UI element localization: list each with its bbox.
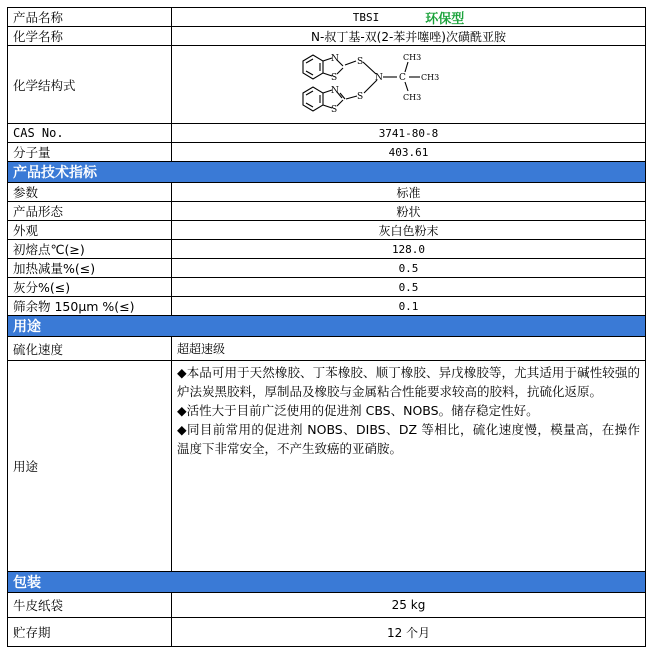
spec-label: 灰分%(≤) <box>8 278 172 296</box>
specs-header-value: 标准 <box>396 185 421 200</box>
eco-badge: 环保型 <box>425 11 465 27</box>
atom-n3: N <box>330 85 339 96</box>
product-name-row <box>8 8 645 27</box>
usage-label: 用途 <box>8 361 172 571</box>
spec-row <box>8 202 645 221</box>
specs-section-title: 产品技术指标 <box>8 162 645 183</box>
packing-bag-label: 牛皮纸袋 <box>8 593 172 617</box>
shelf-life-value: 12 个月 <box>386 625 431 640</box>
cas-value: 3741-80-8 <box>378 126 439 140</box>
spec-value: 0.1 <box>398 299 419 313</box>
spec-value: 128.0 <box>391 242 426 256</box>
packing-bag-row <box>8 593 645 618</box>
mw-row <box>8 143 645 162</box>
spec-value: 0.5 <box>398 261 419 275</box>
cure-speed-label: 硫化速度 <box>8 337 172 360</box>
spec-value: 灰白色粉末 <box>378 223 439 238</box>
structure-row <box>8 46 645 124</box>
chemical-name-label: 化学名称 <box>8 27 172 45</box>
specs-header-row <box>8 183 645 202</box>
spec-row <box>8 278 645 297</box>
usage-section-title: 用途 <box>8 316 645 337</box>
atom-s1: S <box>330 72 337 83</box>
spec-label: 初熔点℃(≥) <box>8 240 172 258</box>
atom-n1: N <box>330 53 339 64</box>
usage-paragraph: ◆本品可用于天然橡胶、丁苯橡胶、顺丁橡胶、异戊橡胶等，尤其适用于碱性较强的炉法炭黑胶料，厚制品及橡胶与金属粘合性能要求较高的胶料，抗硫化返原。 <box>177 365 640 399</box>
chemical-structure-diagram <box>289 48 529 122</box>
spec-label: 外观 <box>8 221 172 239</box>
usage-row <box>8 361 645 572</box>
chemical-name-value: N-叔丁基-双(2-苯并噻唑)次磺酰亚胺 <box>311 29 506 44</box>
spec-row <box>8 297 645 316</box>
specs-header-label: 参数 <box>8 183 172 201</box>
usage-description <box>172 361 645 571</box>
product-spec-table <box>7 7 646 647</box>
atom-c: C <box>398 72 406 83</box>
mw-label: 分子量 <box>8 143 172 161</box>
usage-paragraph: ◆活性大于目前广泛使用的促进剂 CBS、NOBS。储存稳定性好。 <box>177 403 539 418</box>
cas-label: CAS No. <box>8 124 172 142</box>
cure-speed-value: 超超速级 <box>177 342 226 356</box>
atom-ch3c: CH3 <box>402 92 421 102</box>
product-name-label: 产品名称 <box>8 8 172 26</box>
cure-speed-row <box>8 337 645 361</box>
spec-value: 0.5 <box>398 280 419 294</box>
atom-n2: N <box>374 72 383 83</box>
spec-label: 产品形态 <box>8 202 172 220</box>
cas-row <box>8 124 645 143</box>
product-name-value-cell <box>172 8 645 26</box>
atom-ch3a: CH3 <box>402 52 421 62</box>
packing-bag-value: 25 kg <box>391 598 426 612</box>
spec-row <box>8 221 645 240</box>
chemical-name-row <box>8 27 645 46</box>
shelf-life-label: 贮存期 <box>8 618 172 646</box>
atom-ch3b: CH3 <box>420 72 439 82</box>
mw-value: 403.61 <box>388 145 429 159</box>
structure-cell <box>172 46 645 123</box>
spec-value: 粉状 <box>396 204 421 219</box>
atom-s2: S <box>356 56 363 67</box>
spec-row <box>8 240 645 259</box>
structure-label: 化学结构式 <box>8 46 172 123</box>
spec-label: 加热减量%(≤) <box>8 259 172 277</box>
shelf-life-row <box>8 618 645 646</box>
spec-label: 筛余物 150μm %(≤) <box>8 297 172 315</box>
product-name-value: TBSI <box>352 10 380 24</box>
spec-row <box>8 259 645 278</box>
atom-s3: S <box>356 91 363 102</box>
atom-s4: S <box>330 104 337 115</box>
usage-paragraph: ◆同目前常用的促进剂 NOBS、DIBS、DZ 等相比，硫化速度慢，模量高，在操作温度下非常安全，不产生致癌的亚硝胺。 <box>177 422 640 456</box>
packing-section-title: 包装 <box>8 572 645 593</box>
